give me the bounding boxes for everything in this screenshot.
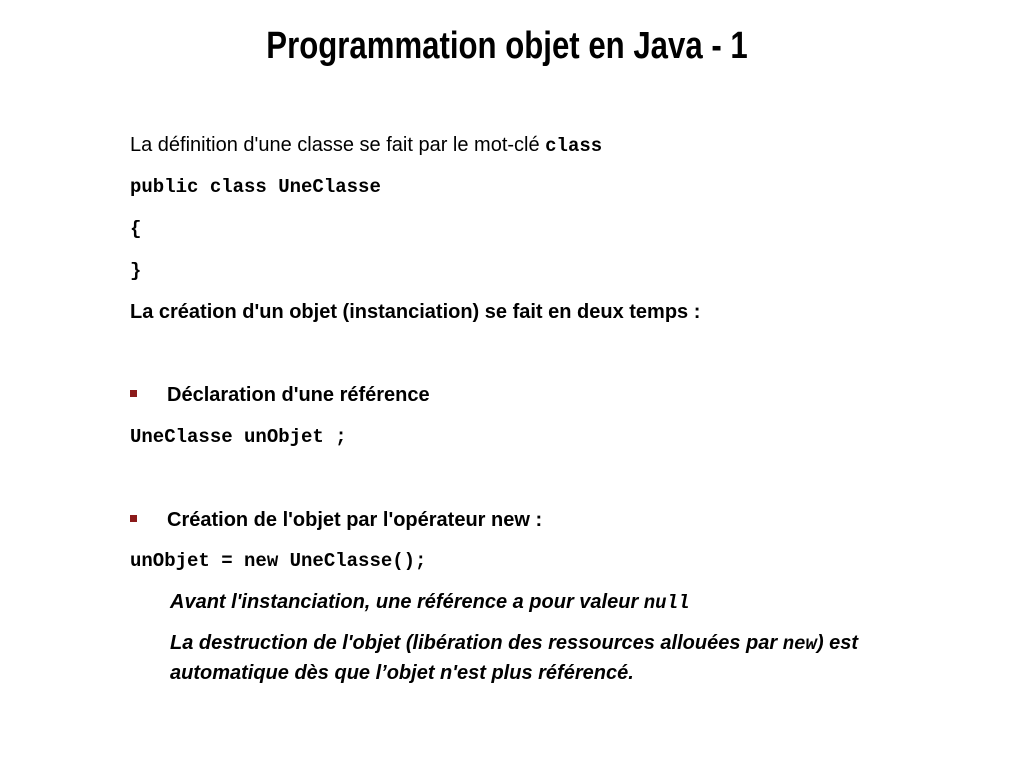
note-null-keyword: null <box>643 592 690 614</box>
bullet-label: Déclaration d'une référence <box>167 384 430 406</box>
code-open-brace: { <box>130 218 142 240</box>
note-destruction-before: La destruction de l'objet (libération des ressources allouées par <box>170 632 783 654</box>
intro-line <box>130 132 602 159</box>
note-destruction <box>170 629 970 688</box>
square-bullet-icon <box>130 390 137 397</box>
code-close-brace: } <box>130 260 142 282</box>
code-declaration: UneClasse unObjet ; <box>130 426 347 448</box>
bullet-label: Création de l'objet par l'opérateur new : <box>167 509 543 531</box>
bullet-item-declaration <box>130 382 430 408</box>
square-bullet-icon <box>130 515 137 522</box>
creation-heading: La création d'un objet (instanciation) se fait en deux temps : <box>130 301 701 323</box>
bullet-item-creation <box>130 507 542 533</box>
note-null <box>170 588 689 618</box>
code-instantiation: unObjet = new UneClasse(); <box>130 550 427 572</box>
intro-text: La définition d'une classe se fait par le mot-clé <box>130 134 546 156</box>
slide-title: Programmation objet en Java - 1 <box>266 25 748 67</box>
note-null-text: Avant l'instanciation, une référence a pour valeur <box>170 591 644 613</box>
note-destruction-keyword: new <box>782 633 817 655</box>
note-destruction-after: ) est automatique dès que l’objet n'est plus référencé. <box>170 632 859 684</box>
intro-keyword: class <box>545 135 603 157</box>
code-class-declaration: public class UneClasse <box>130 176 381 198</box>
